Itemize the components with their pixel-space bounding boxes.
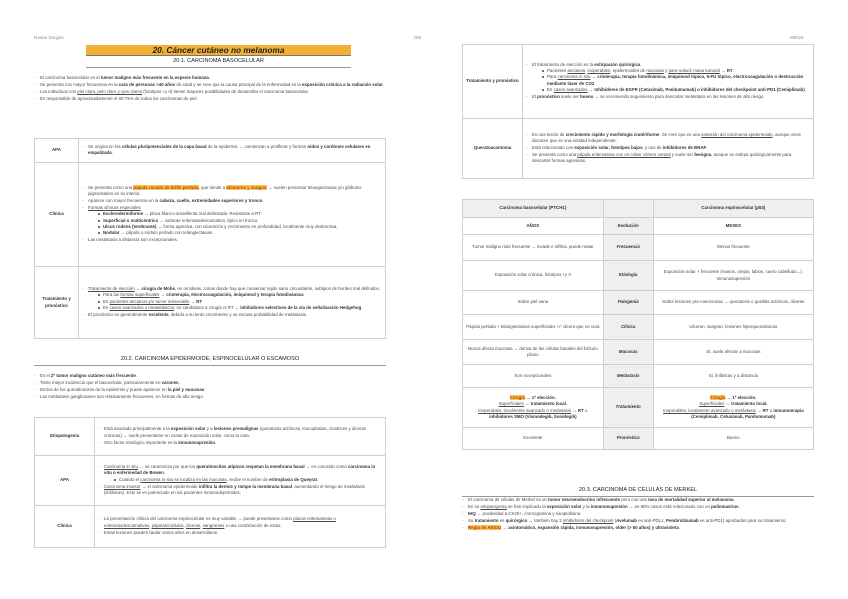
list-item: - El carcinoma basocelular es el tumor maligno más frecuente en la especie humana. [34,75,386,81]
row-label-clinica-epidermoide: Clínica [35,506,95,548]
table-row: Sobre piel sana Patogenia Sobre lesiones pre-cancerosas → queratosis o queilitis actínicas, úlceras [463,291,814,315]
apa-epidermoide-text: - Carcinoma in situ → se caracteriza por que los queratinocitos atípicos respetan la membrana basal → es conocido como carcinoma in situ o enfermedad de Bowen. Cuando el carcinoma in situ se localiza en las mucosas, recibe el nombre de eritroplasia de Queyrat. - Carcinoma invasor → el carcinoma epidermoide infiltra la dermis y rompe la membrana basal, aumentando el riesgo de metástasis (linfáticas). Esto se ve potenciado en los pacientes inmunodeprimidos. [95,456,386,506]
section-heading-epidermoide: 20.2. CARCINOMA EPIDERMOIDE, ESPINOCELULAR O ESCAMOSO [34,356,386,366]
section-heading-basocelular: 20.1. CARCINOMA BASOCELULAR [86,58,351,68]
queratoacantoma-text: - Es una lesión de crecimiento rápido y morfología cratériforme. Se cree que es una variación del carcinoma epidermoide, aunque otros discuten que es una entidad independiente. - Está relacionado con exposición solar, fototipos bajos, y uso de inhibidores de BRAF. - Se presenta como una pápula eritematosa con un cráter córneo central y suele ser benigna, aunque se extirpa quirúrgicamente para descartar formas agresivas. [523,119,814,179]
header-code: DM [414,35,422,40]
list-item: - Su tratamiento es quirúrgico → también hay 2 inhibidores del checkpoint (Avelumab es anti-PDL1, Pembrolizumab es anti-PD1) aprobados para su tratamiento. [462,518,814,524]
table-row: Tumor maligno más frecuente → invade e infiltra, puede matar Frecuencia Menos frecuente [463,235,814,261]
comparison-table [462,199,814,450]
table-row: Cirugía → 1ª elección. Superficiales → tratamiento local. Inoperables, localmente avanzado o metástasis → RT o inhibidores SMO (Vismodegib, Sonidegib) Tratamiento Cirugía → 1ª elección. Superficiales → tratamiento local. Inoperables, localmente avanzado o metástasis → RT o inmunoterapia (Cemiplimab, Cetuximab, Panitumumab) [463,388,814,428]
basocelular-table [34,138,386,339]
row-label-queratoacantoma: Queratoacantoma [463,119,523,179]
list-item: - Regla de AEIOU → asintomático, expansión rápida, inmunosupresión, older (> 50 años) y ultravioleta. [462,525,814,531]
list-item: - El carcinoma de células de Merkel es un tumor neuroendocrino infrecuente pero con una tasa de mortalidad superior al melanoma. [462,497,814,503]
epidermoide-intro-list [34,373,386,401]
list-item: - Las metástasis ganglionares son relativamente frecuentes, en formas de alto riesgo. [34,394,386,400]
clinica-text: - Se presenta como una pápula rosada de brillo perlado, que tiende a ulcerarse y sangrar → suelen presentar telangiectasias y/o glóbulos pigmentados en su interior. - Aparece con mayor frecuencia en la cabeza, cuello, extremidades superiores y tronco. - Formas clínicas especiales Esclerodermiforme → placa blanco-amarillenta mal delimitada. Resistente a RT. Superficial o multicéntrico → variante eritematodescamativa, típico en tronco. Ulcus rodens (terebrante) → forma agresiva, con ulceración y crecimiento en profundidad, localmente muy destructiva. Nodular → pápula o nódulo perlado con telangiectasias. - Las metástasis a distancia son excepcionales. [79,163,386,267]
list-item: - IHQ → positividad a CK20+, cromogranina y sinaptofisina [462,511,814,517]
row-label-clinica: Clínica [35,163,79,267]
table-row: Nunca afecta mucosas → deriva de las células basales del folículo piloso Mucosas Sí, suele afectar a mucosas [463,340,814,365]
page-title: 20. Cáncer cutáneo no melanoma [86,45,351,56]
row-label-tratamiento: Tratamiento y pronóstico [35,267,79,339]
row-label-apa: APA [35,139,79,163]
epidermoide-table [34,417,386,548]
header-code-right: MIR25 [790,35,804,40]
table-row: Exposición solar crónica, fototipos I y II Etiología Exposición solar + frecuente (manos, orejas, labios, cuero cabelludo...). Inmunosupresión [463,261,814,291]
tratamiento-text: - Tratamiento de elección → cirugía de Mohs, en recidivas, zonas donde hay que conservar tejido sano circundante, subtipos de bordes mal definidos. Para las formas superficiales → crioterapia, electrocoagulación, imiquimod y terapia fotodinámica En pacientes ancianos y/o tumor irresecable → RT En casos avanzados o metastásicos, no candidatos a cirugía ni RT → inhibidores selectivos de la vía de señalización Hedgehog - El pronóstico es generalmente excelente, debido a su lento crecimiento y su escasa probabilidad de metástasis. [79,267,386,339]
table-row: Pápula perlada + telangiectasias superficiales +/- úlcera que no cura Clínica Ulceran, sangran, lesiones hiperqueratósicas [463,315,814,340]
row-label-etiopatogenia: Etiopatogenia [35,418,95,456]
list-item: - Se presenta con mayor frecuencia en la cara de personas >40 años de edad y se cree que la causa principal de la enfermedad es la exposición crónica a la radiación solar. [34,82,386,88]
tratamiento-epidermoide-text: - El tratamiento de elección es la extirpación quirúrgica. Pacientes ancianos, inoperables, epidermoides de mucosas y para reducir masa tumoral → RT. Para carcinoma in situ → crioterapia, terapia fotodinámica, imiquimod tópico, 5-FU tópico, electrocoagulación o destrucción mediante láser de CO2 En casos avanzados → Inhibidores de EGFR (Cetuximab, Panitumumab) o inhibidores del checkpoint anti-PD1 (Cemiplimab). - El pronóstico suele ser bueno → se recomienda seguimiento para descartar metástasis en las lesiones de alto riesgo. [523,45,814,119]
epidermoide-table-continued [462,44,814,179]
basocelular-intro-list [34,75,386,103]
header-author: Rasan Dargan [34,35,64,40]
list-item: - Deriva de los queratinocitos de la epidermis y puede aparecer en la piel y mucosas. [34,387,386,393]
right-page [424,0,848,599]
section-heading-merkel: 20.3. CARCINOMA DE CÉLULAS DE MERKEL [462,487,814,497]
apa-text: - Se origina en las células pluripotenciales de la capa basal de la epidermis → comienzan a proliferar y forman nidos y cordones celulares en empalizada. [79,139,386,163]
column-header-middle [603,200,653,218]
column-header-basocelular: Carcinoma basocelular (PTCH1) [463,200,604,218]
list-item: - Es el 2º tumor maligno cutáneo más frecuente. [34,373,386,379]
row-label-tratamiento-epidermoide: Tratamiento y pronóstico [463,45,523,119]
column-header-espinocelular: Carcinoma espinocelular (p53) [653,200,813,218]
table-row: AÑOS Evolución MESES [463,218,814,235]
merkel-list [462,497,814,532]
list-item: - En su etiopatogenia se han implicado la exposición solar y la inmunosupresión → en 80% casos está relacionado con un poliomavirus. [462,504,814,510]
list-item: - Es responsable de aproximadamente el 60-75% de todos los carcinomas de piel. [34,96,386,102]
list-item: - Tiene mayor incidencia que el basocelular, particularmente en varones. [34,380,386,386]
list-item: - Los individuos con piel clara, pelo claro y ojos claros (fototipos I y II) tienen mayores posibilidades de desarrollar el carcinoma basocelular. [34,89,386,95]
etiopatogenia-text: - Está asociado principalmente a la exposición solar y a lesiones premalignas (queratosis actínicas, leucoplasias, cicatrices y úlceras crónicas) → suele presentarse en zonas de exposición solar, como la cara. - Otro factor etiológico importante es la inmunosupresión. [95,418,386,456]
row-label-apa-epidermoide: APA [35,456,95,506]
clinica-epidermoide-text: - La presentación clínica del carcinoma espinocelular es muy variable → puede presentarse como placas eritematosas o eritematodescamativas, pápulas/nódulos, úlceras, sangrantes o una combinación de estas. - Estas lesiones pueden tardar varios años en desarrollarse. [95,506,386,548]
table-row: Son excepcionales Metástasis Sí, linfáticas y a distancia [463,365,814,388]
table-row: Excelente Pronóstico Bueno [463,428,814,450]
